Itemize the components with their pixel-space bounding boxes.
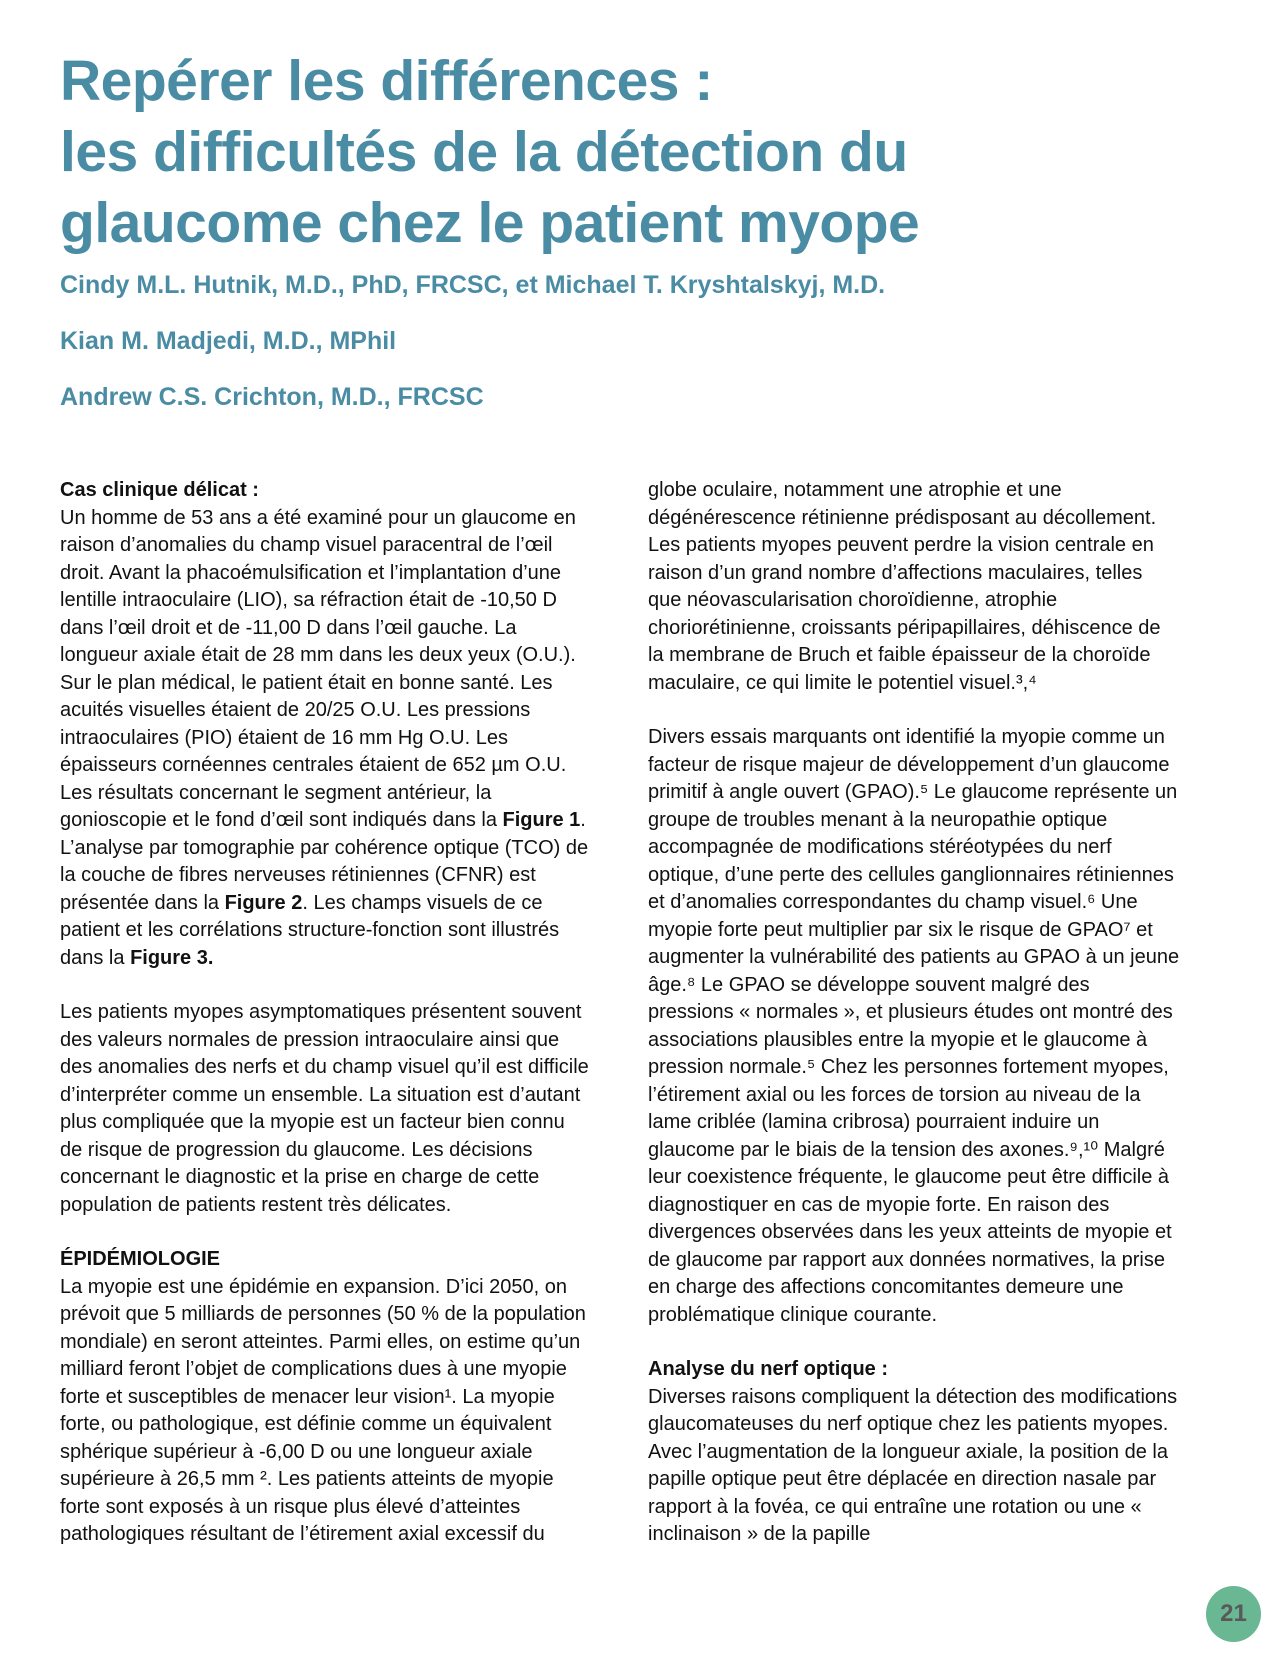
left-column — [60, 477, 592, 1549]
figure-2-reference: Figure 2 — [224, 891, 303, 914]
authors-block — [60, 270, 1210, 438]
ocular-globe-paragraph: globe oculaire, notamment une atrophie et une dégénérescence rétinienne prédisposant au décollement. Les patients myopes peuvent perdre la vision centrale en raison d’un grand nombre d’affections maculaires, telles que néovascularisation choroïdienne, atrophie choriorétinienne, croissants péripapillaires, déhiscence de la membrane de Bruch et faible épaisseur de la choroïde maculaire, ce qui limite le potentiel visuel.³,⁴ — [648, 479, 1161, 694]
case-text-3: . Les champs visuels de ce patient et les corrélations structure-fonction sont illustrés dans la — [60, 891, 560, 969]
author-line-1: Cindy M.L. Hutnik, M.D., PhD, FRCSC, et Michael T. Kryshtalskyj, M.D. — [60, 271, 886, 299]
case-text-1: Un homme de 53 ans a été examiné pour un glaucome en raison d’anomalies du champ visuel paracentral de l’œil droit. Avant la phacoémulsification et l’implantation d’une lentille intraoculaire (LIO), sa réfraction était de -10,50 D dans l’œil droit et de -11,00 D dans l’œil gauche. La longueur axiale était de 28 mm dans les deux yeux (O.U.). Sur le plan médical, le patient était en bonne santé. Les acuités visuelles étaient de 20/25 O.U. Les pressions intraoculaires (PIO) étaient de 16 mm Hg O.U. Les épaisseurs cornéennes centrales étaient de 652 µm O.U. Les résultats concernant le segment antérieur, la gonioscopie et le fond d’œil sont indiqués dans la — [60, 506, 576, 831]
case-text-2: . L’analyse par tomographie par cohérence optique (TCO) de la couche de fibres nerveuses rétiniennes (CFNR) est présentée dans la — [60, 809, 589, 914]
epidemiology-heading: ÉPIDÉMIOLOGIE — [60, 1248, 221, 1270]
title-line-1: Repérer les différences : — [60, 49, 713, 113]
title-line-3: glaucome chez le patient myope — [60, 191, 920, 255]
optic-nerve-paragraph: Diverses raisons compliquent la détection des modifications glaucomateuses du nerf optique chez les patients myopes. Avec l’augmentation de la longueur axiale, la position de la papille optique peut être déplacée en direction nasale par rapport à la fovéa, ce qui entraîne une rotation ou une « inclinaison » de la papille — [648, 1385, 1178, 1545]
page-number: 21 — [1220, 1600, 1247, 1627]
optic-nerve-heading: Analyse du nerf optique : — [648, 1358, 889, 1380]
myopic-patients-paragraph: Les patients myopes asymptomatiques présentent souvent des valeurs normales de pression intraoculaire ainsi que des anomalies des nerfs et du champ visuel qu’il est difficile d’interpréter comme un ensemble. La situation est d’autant plus compliquée que la myopie est un facteur bien connu de risque de progression du glaucome. Les décisions concernant le diagnostic et la prise en charge de cette population de patients restent très délicates. — [60, 1001, 589, 1216]
case-report-paragraph — [60, 505, 592, 973]
title-line-2: les difficultés de la détection du — [60, 120, 908, 184]
author-line-3: Andrew C.S. Crichton, M.D., FRCSC — [60, 383, 484, 411]
article-title — [60, 46, 1210, 259]
epidemiology-paragraph: La myopie est une épidémie en expansion. D’ici 2050, on prévoit que 5 milliards de personnes (50 % de la population mondiale) en seront atteintes. Parmi elles, on estime qu’un milliard feront l’objet de complications dues à une myopie forte et susceptibles de menacer leur vision¹. La myopie forte, ou pathologique, est définie comme un équivalent sphérique supérieur à -6,00 D ou une longueur axiale supérieure à 26,5 mm ². Les patients atteints de myopie forte sont exposés à un risque plus élevé d’atteintes pathologiques résultant de l’étirement axial excessif du — [60, 1275, 586, 1545]
page-number-badge — [1206, 1586, 1261, 1642]
body-columns — [60, 477, 1180, 1549]
author-line-2: Kian M. Madjedi, M.D., MPhil — [60, 327, 397, 355]
figure-3-reference: Figure 3. — [130, 946, 214, 969]
figure-1-reference: Figure 1 — [502, 809, 581, 831]
case-report-heading: Cas clinique délicat : — [60, 479, 259, 501]
right-column — [648, 477, 1180, 1549]
glaucoma-risk-paragraph: Divers essais marquants ont identifié la myopie comme un facteur de risque majeur de développement d’un glaucome primitif à angle ouvert (GPAO).⁵ Le glaucome représente un groupe de troubles menant à la neuropathie optique accompagnée de modifications stéréotypées du nerf optique, d’une perte des cellules ganglionnaires rétiniennes et d’anomalies correspondantes du champ visuel.⁶ Une myopie forte peut multiplier par six le risque de GPAO⁷ et augmenter la vulnérabilité des patients au GPAO à un jeune âge.⁸ Le GPAO se développe souvent malgré des pressions « normales », et plusieurs études ont montré des associations plausibles entre la myopie et le glaucome à pression normale.⁵ Chez les personnes fortement myopes, l’étirement axial ou les forces de torsion au niveau de la lame criblée (lamina cribrosa) pourraient induire un glaucome par le biais de la tension des axones.⁹,¹⁰ Malgré leur coexistence fréquente, le glaucome peut être difficile à diagnostiquer en cas de myopie forte. En raison des divergences observées dans les yeux atteints de myopie et de glaucome par rapport aux données normatives, la prise en charge des affections concomitantes demeure une problématique clinique courante. — [648, 726, 1180, 1326]
